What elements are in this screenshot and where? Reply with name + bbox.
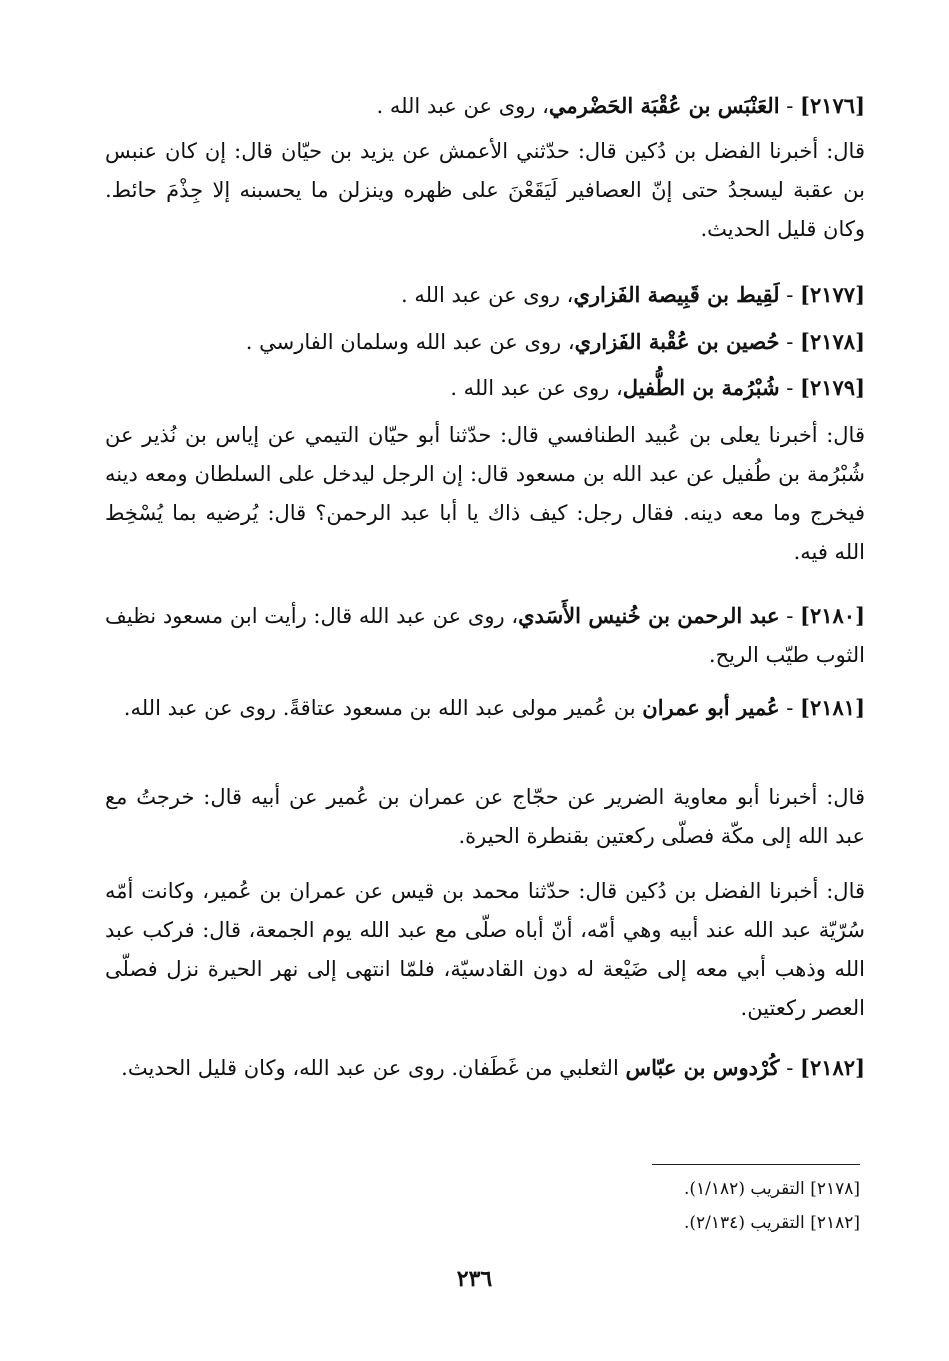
entry-text: ، روى عن عبد الله قال: رأيت ابن مسعود نظيف الثوب طيّب الريح. [105,604,865,667]
narrator-name: عبد الرحمن بن خُنيس الأَسَدي [518,603,780,628]
narrator-name: حُصين بن عُقْبة الفَزاري [574,329,780,354]
footnote-divider [652,1164,860,1165]
narrator-name: عُمير أبو عمران [642,695,780,720]
entry-number: [٢١٨٢] [800,1055,865,1080]
entry-2179 [105,368,865,408]
entry-number: [٢١٧٩] [800,375,865,400]
narrator-name: العَنْبَس بن عُقْبَة الحَضْرمي [548,93,780,118]
separator: - [779,696,800,720]
entry-number: [٢١٨١] [800,695,865,720]
entry-number: [٢١٧٨] [800,329,865,354]
entry-text: ، روى عن عبد الله . [401,283,574,307]
entry-2180 [105,596,865,675]
entry-text: بن عُمير مولى عبد الله بن مسعود عتاقةً. روى عن عبد الله. [123,696,643,720]
narrator-name: كُرْدوس بن عبّاس [625,1055,780,1080]
entry-2176 [105,86,865,126]
entry-text: ، روى عن عبد الله وسلمان الفارسي . [245,330,575,354]
entry-text: الثعلبي من غَطَفان. روى عن عبد الله، وكان قليل الحديث. [121,1056,626,1080]
hadith-paragraph: قال: أخبرنا الفضل بن دُكين قال: حدّثنا محمد بن قيس عن عمران بن عُمير، وكانت أمّه سُرّيّة عبد الله عند أبيه وهي أمّه، أنّ أباه صلّى مع عبد الله يوم الجمعة، قال: فركب عبد الله وذهب أبي معه إلى ضَيْعة له دون القادسيّة، فلمّا انتهى إلى نهر الحيرة نزل فصلّى العصر ركعتين. [105,879,865,1020]
hadith-paragraph: قال: أخبرنا يعلى بن عُبيد الطنافسي قال: حدّثنا أبو حيّان التيمي عن إياس بن نُذير عن شُبْرُمة بن طُفيل عن عبد الله بن مسعود قال: إن الرجل ليدخل على السلطان ومعه دينه فيخرج وما معه دينه. فقال رجل: كيف ذاك يا أبا عبد الرحمن؟ قال: يُرضيه بما يُسْخِط الله فيه. [105,423,865,564]
separator: - [779,1056,800,1080]
hadith-paragraph: قال: أخبرنا أبو معاوية الضرير عن حجّاج عن عمران بن عُمير عن أبيه قال: خرجتُ مع عبد الله إلى مكّة فصلّى ركعتين بقنطرة الحيرة. [105,785,865,848]
separator: - [779,376,800,400]
entry-number: [٢١٧٦] [800,93,865,118]
separator: - [779,604,801,628]
footnote: [٢١٨٢] التقريب (٢/١٣٤). [684,1213,860,1233]
narrator-name: شُبْرُمة بن الطُّفيل [622,375,780,400]
separator: - [779,283,800,307]
entry-2178 [105,322,865,362]
entry-number: [٢١٨٠] [800,603,866,628]
separator: - [779,330,800,354]
footnote: [٢١٧٨] التقريب (١/١٨٢). [684,1179,860,1199]
separator: - [779,94,800,118]
page-number: ٢٣٦ [456,1266,493,1292]
entry-text: ، روى عن عبد الله . [376,94,549,118]
narrator-name: لَقِيط بن قَبِيصة الفَزاري [573,282,780,307]
entry-2177 [105,275,865,315]
entry-text: ، روى عن عبد الله . [450,376,623,400]
entry-2182 [105,1048,865,1088]
entry-number: [٢١٧٧] [800,282,865,307]
hadith-paragraph: قال: أخبرنا الفضل بن دُكين قال: حدّثني الأعمش عن يزيد بن حيّان قال: إن كان عنبس بن عقبة ليسجدُ حتى إنّ العصافير لَيَقَعْنَ على ظهره وينزلن ما يحسبنه إلا جِذْمَ حائط. وكان قليل الحديث. [105,139,865,241]
entry-2181 [105,688,865,728]
